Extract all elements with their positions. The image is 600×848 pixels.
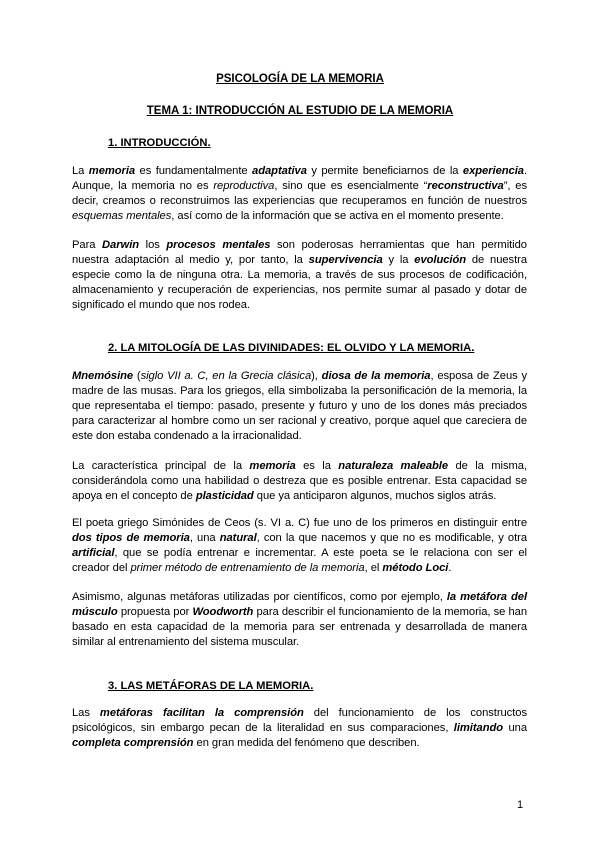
section-2-paragraph-2: La característica principal de la memoria es la naturaleza maleable de la misma, considerándola como una habilidad o destreza que es posible entrenar. Esta capacidad se apoya en el concepto de plasticidad que ya anticiparon algunos, muchos siglos atrás. [72, 460, 527, 502]
section-2-paragraph-4: Asimismo, algunas metáforas utilizadas por científicos, como por ejemplo, la metáfora del músculo propuesta por Woodworth para describir el funcionamiento de la memoria, se han basado en esta capacidad de la memoria para ser entrenada y desarrollada de manera similar al entrenamiento del sistema muscular. [72, 591, 527, 648]
page-number: 1 [517, 799, 524, 811]
section-3-paragraph-1: Las metáforas facilitan la comprensión del funcionamiento de los constructos psicológicos, sin embargo pecan de la literalidad en sus comparaciones, limitando una completa comprensión en gran medida del fenómeno que describen. [72, 707, 528, 749]
tema-heading: TEMA 1: INTRODUCCIÓN AL ESTUDIO DE LA MEMORIA [146, 105, 454, 117]
document-title: PSICOLOGÍA DE LA MEMORIA [216, 73, 384, 85]
section-3-heading: 3. LAS METÁFORAS DE LA MEMORIA. [108, 680, 314, 692]
section-2-paragraph-3: El poeta griego Simónides de Ceos (s. VI a. C) fue uno de los primeros en distinguir entre dos tipos de memoria, una natural, con la que nacemos y que no es modificable, y otra artificial, que se podía entrenar e incrementar. A este poeta se le relaciona con ser el creador del primer método de entrenamiento de la memoria, el método Loci. [72, 517, 527, 574]
section-1-paragraph-2: Para Darwin los procesos mentales son poderosas herramientas que han permitido nuestra adaptación al medio y, por tanto, la supervivencia y la evolución de nuestra especie como la de ninguna otra. La memoria, a través de sus procesos de codificación, almacenamiento y recuperación de experiencias, nos permite sumar al pasado y dotar de significado el mundo que nos rodea. [72, 239, 527, 311]
section-2-heading: 2. LA MITOLOGÍA DE LAS DIVINIDADES: EL OLVIDO Y LA MEMORIA. [108, 342, 475, 354]
section-2-paragraph-1: Mnemósine (siglo VII a. C, en la Grecia clásica), diosa de la memoria, esposa de Zeus y madre de las musas. Para los griegos, ella simbolizaba la personificación de la memoria, la que representaba el tiempo: pasado, presente y futuro y uno de los dones más preciados para caracterizar al hombre como un ser racional y creativo, porque aquel que careciera de este don estaba condenado a la irracionalidad. [72, 370, 528, 442]
section-1-heading: 1. INTRODUCCIÓN. [108, 137, 211, 149]
section-1-paragraph-1: La memoria es fundamentalmente adaptativa y permite beneficiarnos de la experiencia. Aunque, la memoria no es reproductiva, sino que es esencialmente “reconstructiva”, es decir, creamos o reconstruimos las experiencias que recuperamos en función de nuestros esquemas mentales, así como de la información que se activa en el momento presente. [72, 165, 527, 222]
